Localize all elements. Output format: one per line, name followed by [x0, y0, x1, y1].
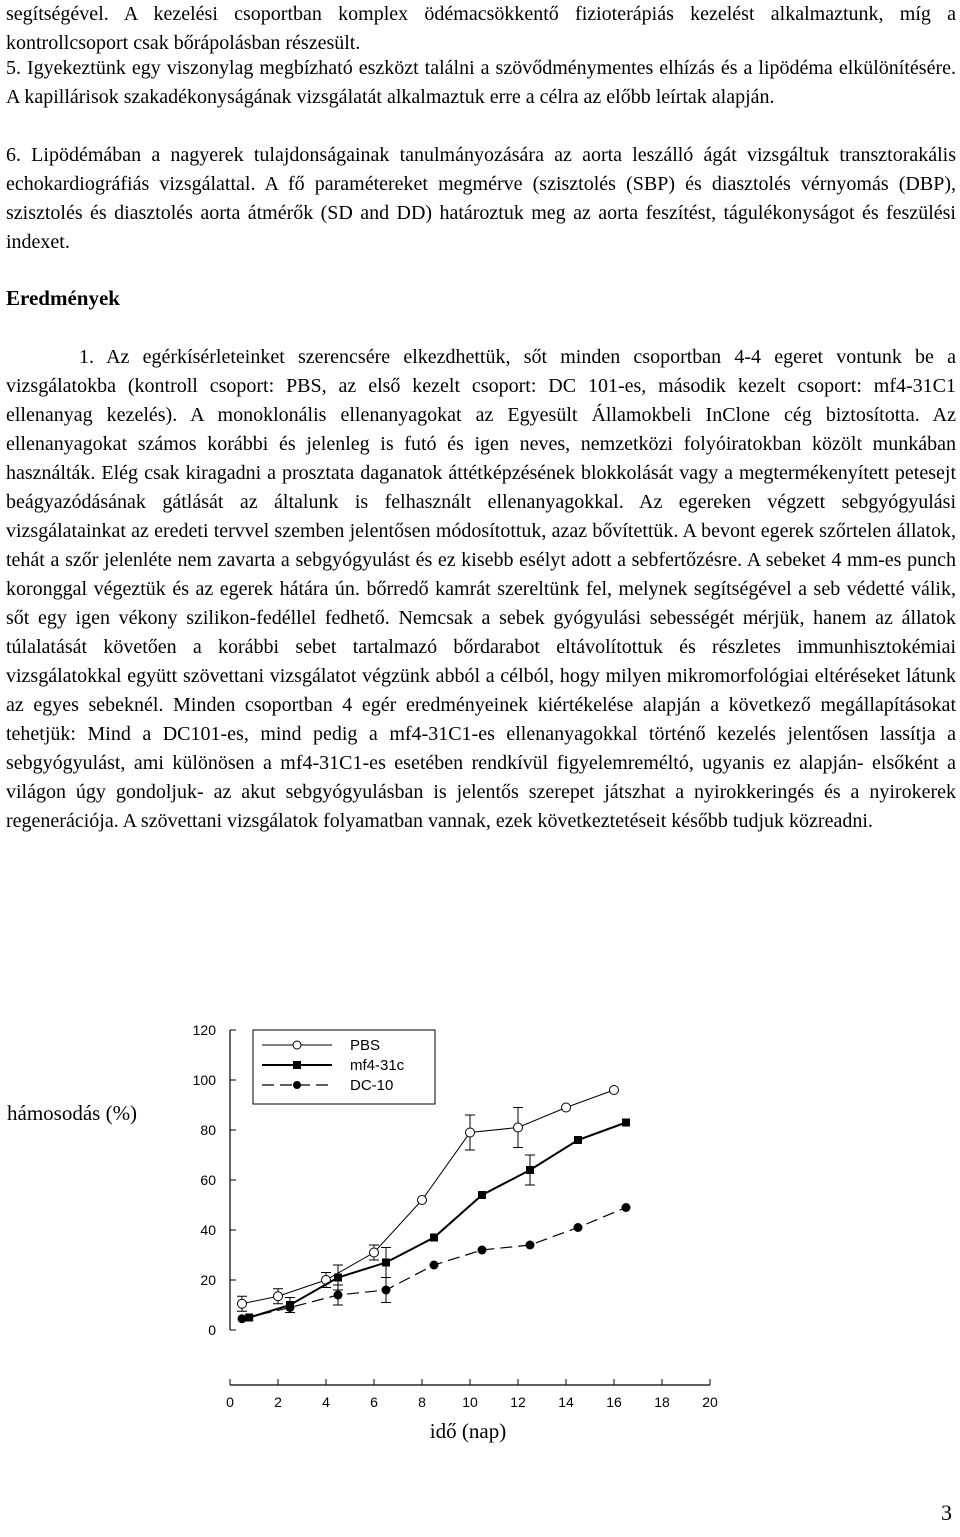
y-axis-label: hámosodás (%)	[7, 1101, 138, 1125]
x-axis-group	[226, 1379, 718, 1410]
data-point	[430, 1261, 439, 1270]
method-item-6: 6. Lipödémában a nagyerek tulajdonságainak tanulmányozására az aorta leszálló ágát vizsgáltuk transztorakális echokardiográfiás vizsgálattal. A fő paramétereket megmérve (szisztolés (SBP) és diasztolés vérnyomás (DBP), szisztolés és diasztolés aorta átmérők (SD and DD) határoztuk meg az aorta feszítést, tágulékonyságot és feszülési indexet.	[6, 144, 956, 253]
x-tick-label: 20	[702, 1394, 718, 1410]
legend-label-mf4: mf4-31c	[350, 1057, 405, 1074]
data-point	[574, 1136, 582, 1144]
data-point	[238, 1314, 247, 1323]
y-tick-label: 60	[200, 1172, 216, 1188]
data-point	[334, 1291, 343, 1300]
y-tick-label: 40	[200, 1222, 216, 1238]
data-point	[382, 1259, 390, 1267]
data-point	[370, 1248, 379, 1257]
data-point	[622, 1203, 631, 1212]
y-tick-label: 100	[192, 1072, 216, 1088]
x-tick-label: 0	[226, 1394, 234, 1410]
results-heading: Eredmények	[6, 286, 120, 310]
x-ticks	[226, 1379, 718, 1410]
data-point	[238, 1299, 247, 1308]
data-point	[526, 1241, 535, 1250]
data-point	[466, 1128, 475, 1137]
data-point	[574, 1223, 583, 1232]
legend-marker-mf4	[293, 1061, 301, 1069]
intro-paragraph: segítségével. A kezelési csoportban komplex ödémacsökkentő fizioterápiás kezelést alkalmaztunk, míg a kontrollcsoport csak bőrápolásban részesült.	[6, 3, 956, 54]
x-tick-label: 18	[654, 1394, 670, 1410]
data-point	[382, 1286, 391, 1295]
x-axis-label: idő (nap)	[429, 1419, 507, 1443]
legend-marker-pbs	[293, 1041, 301, 1049]
data-point	[514, 1123, 523, 1132]
data-point	[562, 1103, 571, 1112]
legend-label-pbs: PBS	[350, 1037, 381, 1054]
method-item-5: 5. Igyekeztünk egy viszonylag megbízható eszközt találni a szövődménymentes elhízás és a lipödéma elkülönítésére. A kapillárisok szakadékonyságának vizsgálatát alkalmaztuk erre a célra az előbb leírtak alapján.	[6, 57, 956, 108]
data-point	[478, 1191, 486, 1199]
legend-marker-dc10	[293, 1081, 301, 1089]
data-point	[526, 1166, 534, 1174]
y-tick-label: 20	[200, 1272, 216, 1288]
data-point	[430, 1234, 438, 1242]
x-tick-label: 14	[558, 1394, 574, 1410]
data-point	[610, 1086, 619, 1095]
x-tick-label: 4	[322, 1394, 330, 1410]
results-paragraph: 1. Az egérkísérleteinket szerencsére elkezdhettük, sőt minden csoportban 4-4 egeret vontunk be a vizsgálatokba (kontroll csoport: PBS, az első kezelt csoport: DC 101-es, második kezelt csoport: mf4-31C1 ellenanyag kezelés). A monoklonális ellenanyagokat az Egyesült Államokbeli InClone cég biztosította. Az ellenanyagokat számos korábbi és jelenleg is futó és igen neves, nemzetközi folyóiratokban közölt munkában használták. Elég csak kiragadni a prosztata daganatok áttétképzésének blokkolását vagy a megtermékenyített petesejt beágyazódásának gátlását az általunk is felhasznált ellenanyagokkal. Az egereken végzett sebgyógyulási vizsgálatainkat az eredeti tervvel szemben jelentősen módosítottuk, azaz bővítettük. A bevont egerek szőrtelen állatok, tehát a szőr jelenléte nem zavarta a sebgyógyulást és ez kisebb esélyt adott a sebfertőzésre. A sebeket 4 mm-es punch koronggal végeztük és az egerek hátára ún. bőrredő kamrát szereltünk fel, melynek segítségével a seb védetté válik, sőt egy igen vékony szilikon-fedéllel fedhető. Nemcsak a sebek gyógyulási sebességét mérjük, hanem az állatok túlalatását követően a korábbi sebet tartalmazó bőrdarabot eltávolítottuk és részletes immunhisztokémiai vizsgálatokkal együtt szövettani vizsgálatot végzünk abból a célból, hogy milyen mikromorfológiai eltéréseket látunk az egyes sebeknél. Minden csoportban 4 egér eredményeinek kiértékelése alapján a következő megállapításokat tehetjük: Mind a DC101-es, mind pedig a mf4-31C1-es ellenanyagokkal történő kezelés jelentősen lassítja a sebgyógyulást, ami különösen a mf4-31C1-es esetében rendkívül figyelemreméltó, ugyanis ez alapján- elsőként a világon úgy gondoljuk- az akut sebgyógyulásban is jelentős szerepet játszhat a nyirokkeringés és a nyirokerek regenerációja. A szövettani vizsgálatok folyamatban vannak, ezek következtetéseit később tudjuk közreadni.	[6, 346, 956, 832]
x-tick-label: 2	[274, 1394, 282, 1410]
x-tick-label: 10	[462, 1394, 478, 1410]
series-0	[237, 1086, 619, 1312]
legend	[253, 1030, 435, 1104]
data-series	[237, 1086, 631, 1324]
series-1	[245, 1119, 630, 1322]
page-number: 3	[941, 1500, 952, 1525]
data-point	[274, 1292, 283, 1301]
data-point	[622, 1119, 630, 1127]
x-tick-label: 8	[418, 1394, 426, 1410]
series-2	[238, 1203, 631, 1323]
legend-label-dc10: DC-10	[350, 1077, 394, 1094]
series-line	[242, 1090, 614, 1304]
data-point	[418, 1196, 427, 1205]
x-tick-label: 6	[370, 1394, 378, 1410]
y-tick-label: 120	[192, 1022, 216, 1038]
legend-box	[253, 1030, 435, 1104]
data-point	[478, 1246, 487, 1255]
data-point	[334, 1274, 342, 1282]
series-line	[249, 1123, 626, 1318]
x-tick-label: 16	[606, 1394, 622, 1410]
y-axis-group	[193, 1022, 236, 1338]
x-tick-label: 12	[510, 1394, 526, 1410]
wound-healing-chart	[0, 1010, 960, 1460]
y-tick-label: 0	[208, 1322, 216, 1338]
y-tick-label: 80	[200, 1122, 216, 1138]
data-point	[286, 1303, 295, 1312]
